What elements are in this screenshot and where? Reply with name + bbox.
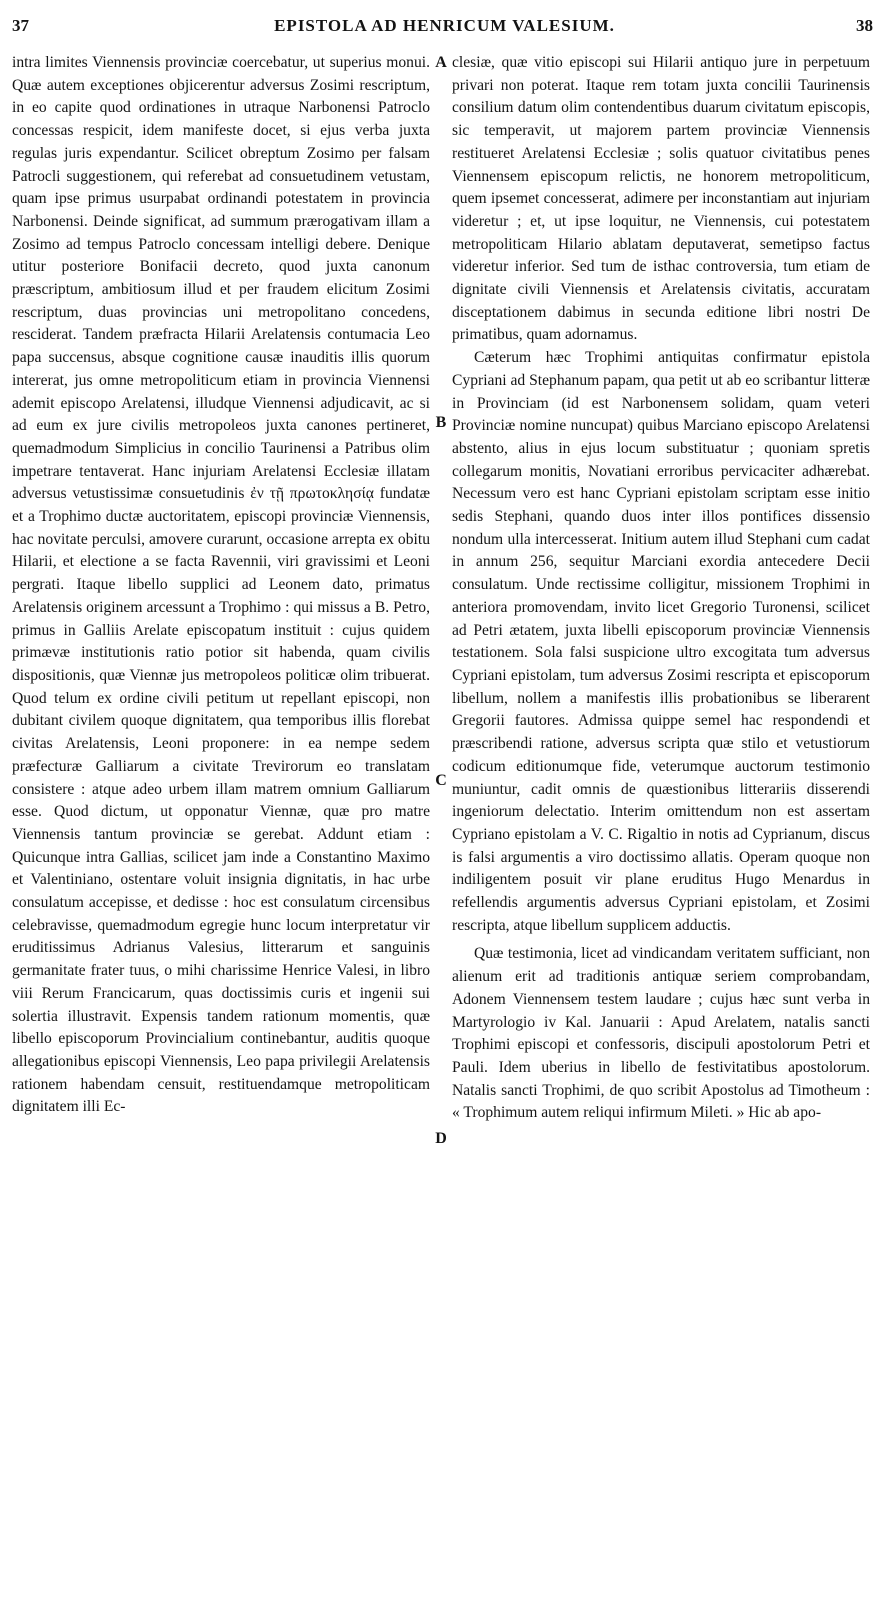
page-number-right: 38 bbox=[856, 16, 873, 35]
right-paragraph-3: Quæ testimonia, licet ad vindicandam veritatem sufficiant, non alienum erit ad traditionis antiquæ seriem comprobandam, Adonem Viennensem testem laudare ; cujus hæc sunt verba in Martyrologio iv Kal. Januarii : Apud Arelatem, natalis sancti Trophimi episcopi et confessoris, discipuli apostolorum Petri et Pauli. Idem uberius in libello de festivitatibus apostolorum. Natalis sancti Trophimi, de quo scribit Apostolus ad Timotheum : « Trophimum autem reliqui infirmum Mileti. » Hic ab apo- bbox=[452, 945, 870, 1122]
left-column bbox=[12, 52, 430, 1119]
running-header bbox=[0, 12, 889, 46]
margin-marker-a: A bbox=[435, 54, 447, 71]
margin-marker-c: C bbox=[435, 772, 447, 789]
right-column bbox=[452, 52, 870, 1125]
right-paragraph-2: Cæterum hæc Trophimi antiquitas confirmatur epistola Cypriani ad Stephanum papam, qua petit ut ab eo scribantur litteræ in Provinciam (id est Narbonensem solidam, quam veteri Provinciæ nomine nuncupat) quibus Marciano episcopo Arelatensi abstento, alius in ejus locum substituatur ; quoniam spretis collegarum monitis, Novatiani erroribus pervicaciter adhærebat. Necessum vero est hanc Cypriani epistolam scriptam esse initio sedis Stephani, quando duos inter illos pontifices dissensio nondum ulla intercesserat. Initium autem illud Stephani cum cadat in annum 256, sequitur Marciani exordia antecedere Decii consulatum. Unde rectissime colligitur, missionem Trophimi in anteriora promovendam, invito licet Gregorio Turonensi, scilicet ad Petri ætatem, juxta libelli episcoporum provinciæ Viennensis testationem. Sola falsi suspicione ultro excogitata tum adversus Cypriani epistolam, tum adversus Zosimi rescripta et episcoporum libellum, nollem a manifestis illis probationibus se liberarent Gregorii fautores. Admissa quippe semel hac respondendi et præscribendi ratione, adversus scripta quæ stilo et vetustiorum codicum editionumque fide, veterumque auctorum testimonio muniuntur, cadit omnis de quæstionibus litterariis disserendi ingeniorum delectatio. Interim omittendum non est assertam Cypriano epistolam a V. C. Rigaltio in notis ad Cyprianum, discus is falsi argumentis a viro doctissimo allatis. Operam quoque non indiligentem posuit vir plane eruditus Hugo Menardus in refellendis argumentis adversus Cypriani epistolam, et Zosimi rescripta, atque libellum supplicem adductis. bbox=[452, 349, 870, 934]
running-title: EPISTOLA AD HENRICUM VALESIUM. bbox=[274, 16, 615, 35]
page-number-left: 37 bbox=[12, 16, 29, 35]
margin-marker-d: D bbox=[435, 1130, 447, 1147]
margin-marker-b: B bbox=[435, 414, 447, 431]
right-paragraph-1: clesiæ, quæ vitio episcopi sui Hilarii antiquo jure in perpetuum privari non poterat. Itaque rem totam juxta concilii Taurinensis consilium datum olim contendentibus duarum civitatum episcopis, sic temperavit, ut majorem partem provinciæ Viennensis restitueret Arelatensi Ecclesiæ ; solis quatuor civitatibus penes Viennensem episcopum relictis, ne honorem metropoliticum, quem ipsemet concesserat, adimere per inconstantiam aut injuriam videretur ; et, ut ipse loquitur, ne Viennensis, cui potestatem metropoliticam Hilario ablatam deputaverat, semetipso factus videretur inferior. Sed tum de isthac controversia, tum etiam de dignitate civili Viennensis et Arelatensis civitatis, accuratam disceptationem dabimus in secunda editione libri nostri De primatibus, quam adornamus. bbox=[452, 54, 870, 344]
left-paragraph: intra limites Viennensis provinciæ coercebatur, ut superius monui. Quæ autem exceptiones objicerentur adversus Zosimi rescriptum, in eo capite quod ordinationes in utraque Narbonensi Patroclo concessas respicit, idem manifeste docet, si ejus verba juxta regulas juris expendantur. Scilicet obreptum Zosimo per falsam Patrocli suggestionem, qui referebat ad consuetudinem vetustam, quam ipse primus usurpabat ordinandi potestatem in provincia Narbonensi. Deinde significat, ad summum prærogativam illam a Zosimo ad tempus Patroclo concessam intelligi debere. Denique utitur posteriore Bonifacii decreto, quod juxta canonum præscriptum, ambitiosum illud et per fraudem elicitum Zosimi rescriptum, duas provincias uni metropolitano concedens, resciderat. Tandem præfracta Hilarii Arelatensis contumacia Leo papa succensus, absque cognitione causæ inauditis illis quorum intererat, jus omne metropoliticum etiam in provincia Viennensi ademit episcopo Arelatensi, illudque Viennensi adjudicavit, ac si ad eum ex jure civilis metropoleos juxta canones pertineret, quemadmodum Simplicius in concilio Taurinensi a Patribus olim impetrare tentaverat. Hanc injuriam Arelatensi Ecclesiæ illatam adversus vetustissimæ consuetudinis ἐν τῇ πρωτοκλησίᾳ fundatæ et a Trophimo ductæ auctoritatem, episcopi provinciæ Viennensis, hac novitate perculsi, amovere curarunt, occasione arrepta ex obitu Hilarii, et electione a se facta Ravennii, viri gravissimi et Leoni pergrati. Itaque libello supplici ad Leonem dato, primatus Arelatensis originem arcessunt a Trophimo : qui missus a B. Petro, primus in Galliis Arelate episcopatum instituit : cujus quidem primævæ institutionis ratio potior sit habenda, quam civilis dispositionis, quæ Viennæ jus metropoleos politicæ olim tribuerat. Quod telum ex ordine civili petitum ut repellant episcopi, non dubitant civilem quoque dignitatem, qua temporibus illis florebat civitas Arelatensis, Leoni proponere: in ea nempe sedem præfecturæ Galliarum a civitate Trevirorum eo translatam consistere : atque adeo urbem illam matrem omnium Galliarum esse. Quod dictum, ut opponatur Viennæ, quæ pro matre Viennensis tantum provinciæ se gerebat. Addunt etiam : Quicunque intra Gallias, scilicet jam inde a Constantino Maximo et Valentiniano, ostentare voluit insignia dignitatis, in hac urbe consulatum accepisse, et dedisse : hoc est consulatum circensibus celebravisse, quemadmodum egregie hunc locum interpretatur vir eruditissimus Adrianus Valesius, litterarum et sanguinis germanitate frater tuus, o mihi charissime Henrice Valesi, in libro viii Rerum Francicarum, quas doctissimis curis et ingenii sui solertia illustravit. Expensis tandem rationum momentis, quæ libello episcoporum Provincialium continebantur, auditis quoque allegationibus episcopi Viennensis, Leo papa privilegii Arelatensis rationem habendam censuit, restituendamque metropoliticam dignitatem illi Ec- bbox=[12, 54, 430, 1116]
